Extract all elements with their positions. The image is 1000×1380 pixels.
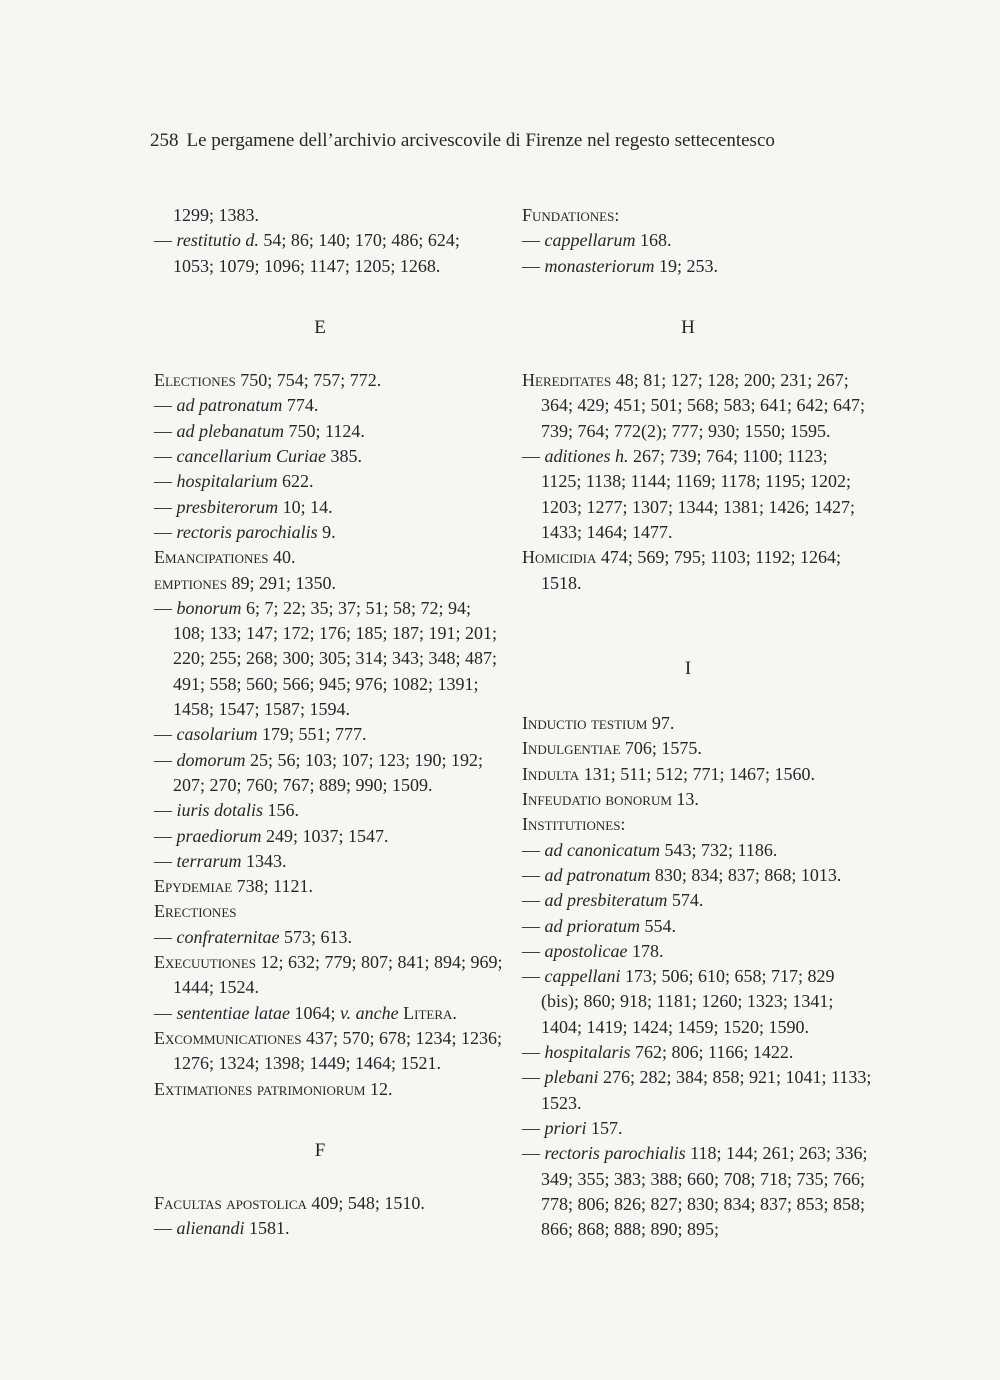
index-entry: — ad patronatum 774.: [154, 395, 319, 416]
index-entry: Facultas apostolica 409; 548; 1510.: [154, 1193, 425, 1214]
page-number: 258: [150, 130, 179, 151]
index-entry: Institutiones:: [522, 814, 626, 835]
index-entry: — apostolicae 178.: [522, 940, 664, 961]
section-letter-i: I: [684, 657, 692, 679]
index-column-right: [522, 203, 872, 1242]
section-letter-h: H: [681, 316, 695, 338]
index-entry: — aditiones h. 267; 739; 764; 1100; 1123; 1125; 1138; 1144; 1169; 1178; 1195; 1202; 1203; 1277; 1307; 1344; 1381; 1426; 1427; 1433; 1464; 1477.: [522, 446, 856, 542]
running-title: Le pergamene dell’archivio arcivescovile di Firenze nel regesto settecentesco: [186, 130, 775, 151]
index-entry: — alienandi 1581.: [154, 1218, 290, 1239]
index-entry: Fundationes:: [522, 205, 620, 225]
index-entry: Execuutiones 12; 632; 779; 807; 841; 894; 969; 1444; 1524.: [154, 952, 503, 998]
index-entry: — priori 157.: [522, 1117, 623, 1138]
index-entry: — praediorum 249; 1037; 1547.: [154, 825, 389, 846]
index-entry: — ad plebanatum 750; 1124.: [154, 420, 365, 441]
index-entry: — sententiae latae 1064; v. anche Litera.: [154, 1002, 457, 1023]
index-entry: Homicidia 474; 569; 795; 1103; 1192; 1264; 1518.: [522, 547, 842, 593]
index-entry: — domorum 25; 56; 103; 107; 123; 190; 192; 207; 270; 760; 767; 889; 990; 1509.: [154, 749, 484, 795]
index-entry: — cappellarum 168.: [522, 230, 672, 251]
index-entry: Extimationes patrimoniorum 12.: [154, 1078, 393, 1099]
index-entry: — monasteriorum 19; 253.: [522, 255, 719, 276]
index-entry: Inductio testium 97.: [522, 713, 675, 734]
index-entry: — casolarium 179; 551; 777.: [154, 724, 367, 745]
index-column-left: [154, 203, 504, 1242]
running-header: [150, 130, 775, 152]
index-entry: — plebani 276; 282; 384; 858; 921; 1041; 1133; 1523.: [522, 1067, 872, 1113]
index-entry: — ad canonicatum 543; 732; 1186.: [522, 839, 778, 860]
index-entry: — rectoris parochialis 118; 144; 261; 263; 336; 349; 355; 383; 388; 660; 708; 718; 735; 766; 778; 806; 826; 827; 830; 834; 837; 853; 858; 866; 868; 888; 890; 895;: [522, 1143, 868, 1240]
index-entry: Indulta 131; 511; 512; 771; 1467; 1560.: [522, 763, 816, 784]
index-entry: Hereditates 48; 81; 127; 128; 200; 231; 267; 364; 429; 451; 501; 568; 583; 641; 642; 647; 739; 764; 772(2); 777; 930; 1550; 1595.: [522, 370, 866, 441]
index-entry: — cancellarium Curiae 385.: [154, 446, 362, 467]
index-entry: Emancipationes 40.: [154, 547, 296, 568]
index-entry: — confraternitae 573; 613.: [154, 926, 352, 947]
index-entry: Excommunicationes 437; 570; 678; 1234; 1236; 1276; 1324; 1398; 1449; 1464; 1521.: [154, 1027, 503, 1074]
index-entry: Electiones 750; 754; 757; 772.: [154, 370, 382, 391]
index-entry: Infeudatio bonorum 13.: [522, 789, 699, 810]
section-letter-f: F: [314, 1139, 326, 1161]
index-entry: Erectiones: [154, 901, 237, 922]
index-entry: — ad patronatum 830; 834; 837; 868; 1013.: [522, 864, 842, 885]
index-entry: emptiones 89; 291; 1350.: [154, 572, 336, 593]
index-entry: — ad prioratum 554.: [522, 915, 677, 936]
index-entry: Epydemiae 738; 1121.: [154, 876, 314, 897]
index-entry: — ad presbiteratum 574.: [522, 890, 704, 911]
index-entry: — hospitalarium 622.: [154, 471, 314, 492]
section-letter-e: E: [314, 316, 326, 338]
index-entry: — presbiterorum 10; 14.: [154, 496, 333, 517]
index-entry: — terrarum 1343.: [154, 850, 287, 871]
index-entry: — cappellani 173; 506; 610; 658; 717; 829 (bis); 860; 918; 1181; 1260; 1323; 1341; 1404; 1419; 1424; 1459; 1520; 1590.: [522, 966, 835, 1037]
index-entry: — restitutio d. 54; 86; 140; 170; 486; 624; 1053; 1079; 1096; 1147; 1205; 1268.: [154, 230, 460, 276]
index-entry: — rectoris parochialis 9.: [154, 521, 336, 542]
index-entry: Indulgentiae 706; 1575.: [522, 738, 702, 759]
index-entry: — bonorum 6; 7; 22; 35; 37; 51; 58; 72; 94; 108; 133; 147; 172; 176; 185; 187; 191; 201; 220; 255; 268; 300; 305; 314; 343; 348; 487; 491; 558; 560; 566; 945; 976; 1082; 1391; 1458; 1547; 1587; 1594.: [154, 597, 498, 720]
index-entry: — iuris dotalis 156.: [154, 800, 300, 821]
index-entry: 1299; 1383.: [173, 205, 260, 225]
index-entry: — hospitalaris 762; 806; 1166; 1422.: [522, 1042, 794, 1063]
cross-reference: Litera: [403, 1002, 453, 1023]
